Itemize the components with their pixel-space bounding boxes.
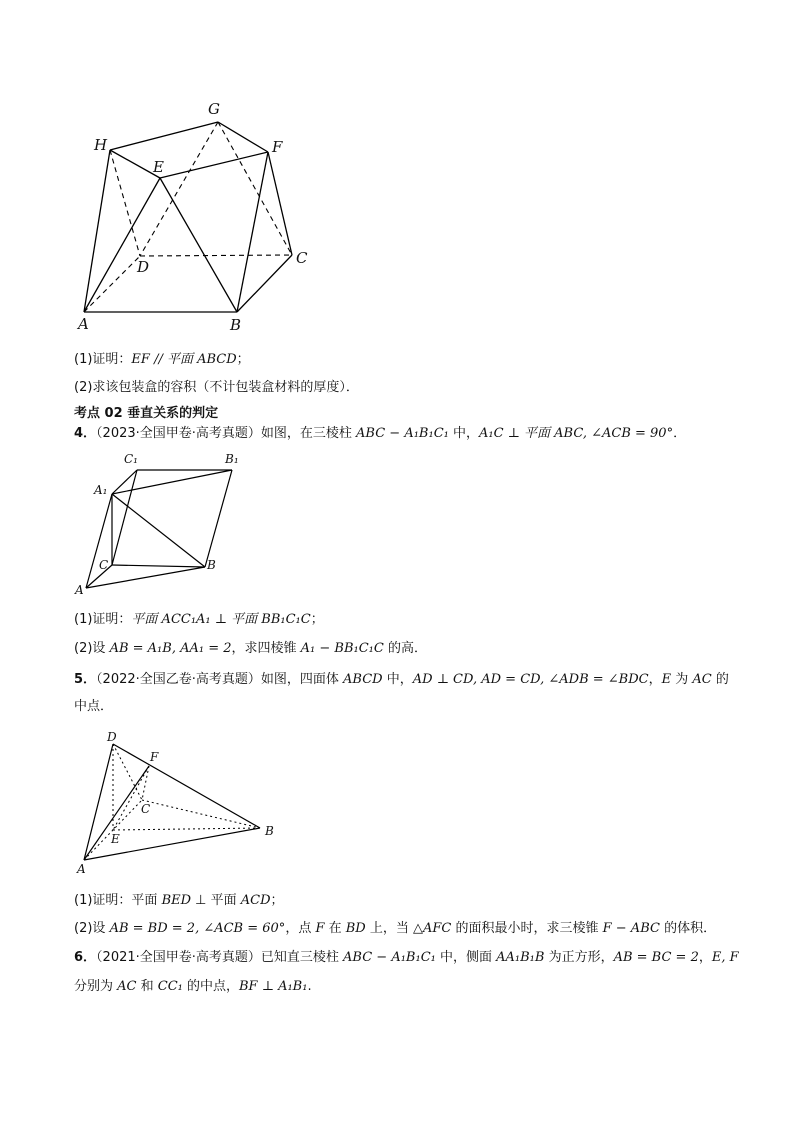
math-expr: ABC − A₁B₁C₁ — [356, 426, 449, 441]
math-expr: E, F — [711, 950, 739, 965]
edge-DC — [140, 255, 292, 256]
part-suffix: 的体积． — [659, 921, 717, 936]
part-suffix: ； — [270, 893, 284, 908]
edge-EB — [113, 828, 260, 830]
stem-text: 中，侧面 — [435, 950, 497, 965]
edge-AD — [84, 256, 140, 312]
problem-number: 4． — [74, 426, 97, 441]
part-prefix: (2)设 — [74, 921, 110, 936]
stem-text: 如图，四面体 — [260, 672, 344, 687]
part-text: ，求四棱锥 — [231, 641, 301, 656]
edge-CB3 — [142, 800, 260, 828]
label-B: B — [207, 558, 216, 572]
part-text: 的面积最小时，求三棱锥 — [451, 921, 603, 936]
math-expr: ABC − A₁B₁C₁ — [343, 950, 436, 965]
stem-text: 中， — [382, 672, 413, 687]
part-prefix: (1)证明： — [74, 352, 132, 367]
math-expr: F − ABC — [602, 921, 660, 936]
math-expr: △AFC — [413, 921, 452, 936]
problem3-part2 — [74, 378, 359, 398]
label-B: B — [230, 316, 242, 334]
problem-source: （2023·全国甲卷·高考真题） — [96, 426, 261, 441]
math-expr: AC — [117, 979, 137, 994]
edge-FC — [268, 152, 292, 255]
label-D: D — [107, 730, 117, 744]
edge-BC — [237, 255, 292, 312]
math-expr: 平面 ACC₁A₁ ⊥ 平面 BB₁C₁C — [131, 612, 311, 627]
math-expr: BF ⊥ A₁B₁ — [239, 979, 308, 994]
edge-HA — [84, 150, 110, 312]
problem3-part1 — [74, 350, 250, 370]
stem-text: 已知直三棱柱 — [260, 950, 344, 965]
part-prefix: (2)设 — [74, 641, 110, 656]
math-expr: BD — [345, 921, 366, 936]
label-C: C — [99, 558, 109, 572]
math-expr: F — [315, 921, 325, 936]
edge-DA — [84, 744, 113, 860]
math-expr: ABCD — [343, 672, 383, 687]
problem-source: （2022·全国乙卷·高考真题） — [96, 672, 261, 687]
label-F: F — [272, 138, 283, 156]
edge-A1A — [86, 494, 112, 588]
stem-text: ， — [698, 950, 712, 965]
label-D: D — [137, 258, 150, 276]
problem5-stem — [74, 670, 729, 690]
edge-FE — [113, 766, 149, 830]
label-A1: A₁ — [94, 483, 108, 497]
part-text: ⊥ 平面 — [191, 893, 241, 908]
edge-HG — [110, 122, 218, 150]
math-expr: E — [661, 672, 672, 687]
edge-C1C — [112, 470, 137, 565]
stem-text: 分别为 — [74, 979, 118, 994]
label-C: C — [141, 802, 151, 816]
problem4-part2 — [74, 639, 427, 659]
math-expr: ACD — [240, 893, 271, 908]
stem-text: 如图，在三棱柱 — [260, 426, 357, 441]
math-expr: AB = BC = 2 — [613, 950, 699, 965]
problem6-stem-line2 — [74, 977, 312, 997]
label-C1: C₁ — [124, 452, 138, 466]
edge-GF — [218, 122, 268, 152]
problem5-part2 — [74, 919, 716, 939]
label-A: A — [77, 862, 86, 876]
part-prefix: (1)证明： — [74, 612, 132, 627]
label-F: F — [150, 750, 159, 764]
edge-EB — [160, 178, 237, 312]
part-suffix: ； — [236, 352, 250, 367]
stem-text: . — [307, 979, 312, 994]
label-G: G — [208, 100, 220, 118]
stem-text: 的 — [711, 672, 729, 687]
part-text: ，点 — [285, 921, 316, 936]
problem-number: 6． — [74, 950, 97, 965]
label-B1: B₁ — [225, 452, 239, 466]
math-expr: AC — [692, 672, 712, 687]
math-expr: EF // 平面 ABCD — [131, 352, 237, 367]
label-A: A — [75, 583, 84, 597]
label-H: H — [94, 136, 108, 154]
math-expr: A₁ − BB₁C₁C — [300, 641, 384, 656]
edge-B1B — [205, 470, 232, 567]
edge-FB — [237, 152, 268, 312]
stem-text: 的中点， — [182, 979, 239, 994]
part-suffix: ； — [310, 612, 324, 627]
edge-A1B — [112, 494, 205, 567]
edge-GD — [140, 122, 218, 256]
problem6-stem — [74, 948, 739, 968]
math-expr: BED — [161, 893, 192, 908]
part-text: 在 — [324, 921, 346, 936]
part-text: (2)求该包装盒的容积（不计包装盒材料的厚度）． — [74, 380, 359, 395]
part-suffix: 的高． — [383, 641, 427, 656]
stem-text: ， — [648, 672, 662, 687]
math-expr: A₁C ⊥ 平面 ABC, ∠ACB = 90° — [479, 426, 674, 441]
edge-CB2 — [112, 565, 205, 567]
problem5-part1 — [74, 891, 284, 911]
stem-text: 中， — [448, 426, 479, 441]
stem-text: 为正方形， — [544, 950, 614, 965]
label-B: B — [265, 824, 274, 838]
edge-A1B1 — [112, 470, 232, 494]
stem-text: 为 — [671, 672, 693, 687]
stem-text: 和 — [136, 979, 158, 994]
part-prefix: (1)证明：平面 — [74, 893, 162, 908]
problem-source: （2021·全国甲卷·高考真题） — [96, 950, 261, 965]
math-expr: AA₁B₁B — [496, 950, 545, 965]
label-C: C — [296, 249, 308, 267]
problem4-stem — [74, 424, 686, 444]
label-A: A — [78, 315, 89, 333]
math-expr: CC₁ — [157, 979, 183, 994]
part-text: 上，当 — [365, 921, 413, 936]
section-title: 考点 02 垂直关系的判定 — [74, 406, 219, 421]
stem-text: ． — [673, 426, 687, 441]
math-expr: AB = A₁B, AA₁ = 2 — [109, 641, 232, 656]
label-E: E — [153, 158, 164, 176]
problem5-stem-line2: 中点． — [74, 699, 114, 714]
math-expr: AB = BD = 2, ∠ACB = 60° — [109, 921, 286, 936]
label-E: E — [111, 832, 120, 846]
edge-EF — [160, 152, 268, 178]
problem-number: 5． — [74, 672, 97, 687]
math-expr: AD ⊥ CD, AD = CD, ∠ADB = ∠BDC — [412, 672, 649, 687]
problem4-part1 — [74, 610, 324, 630]
